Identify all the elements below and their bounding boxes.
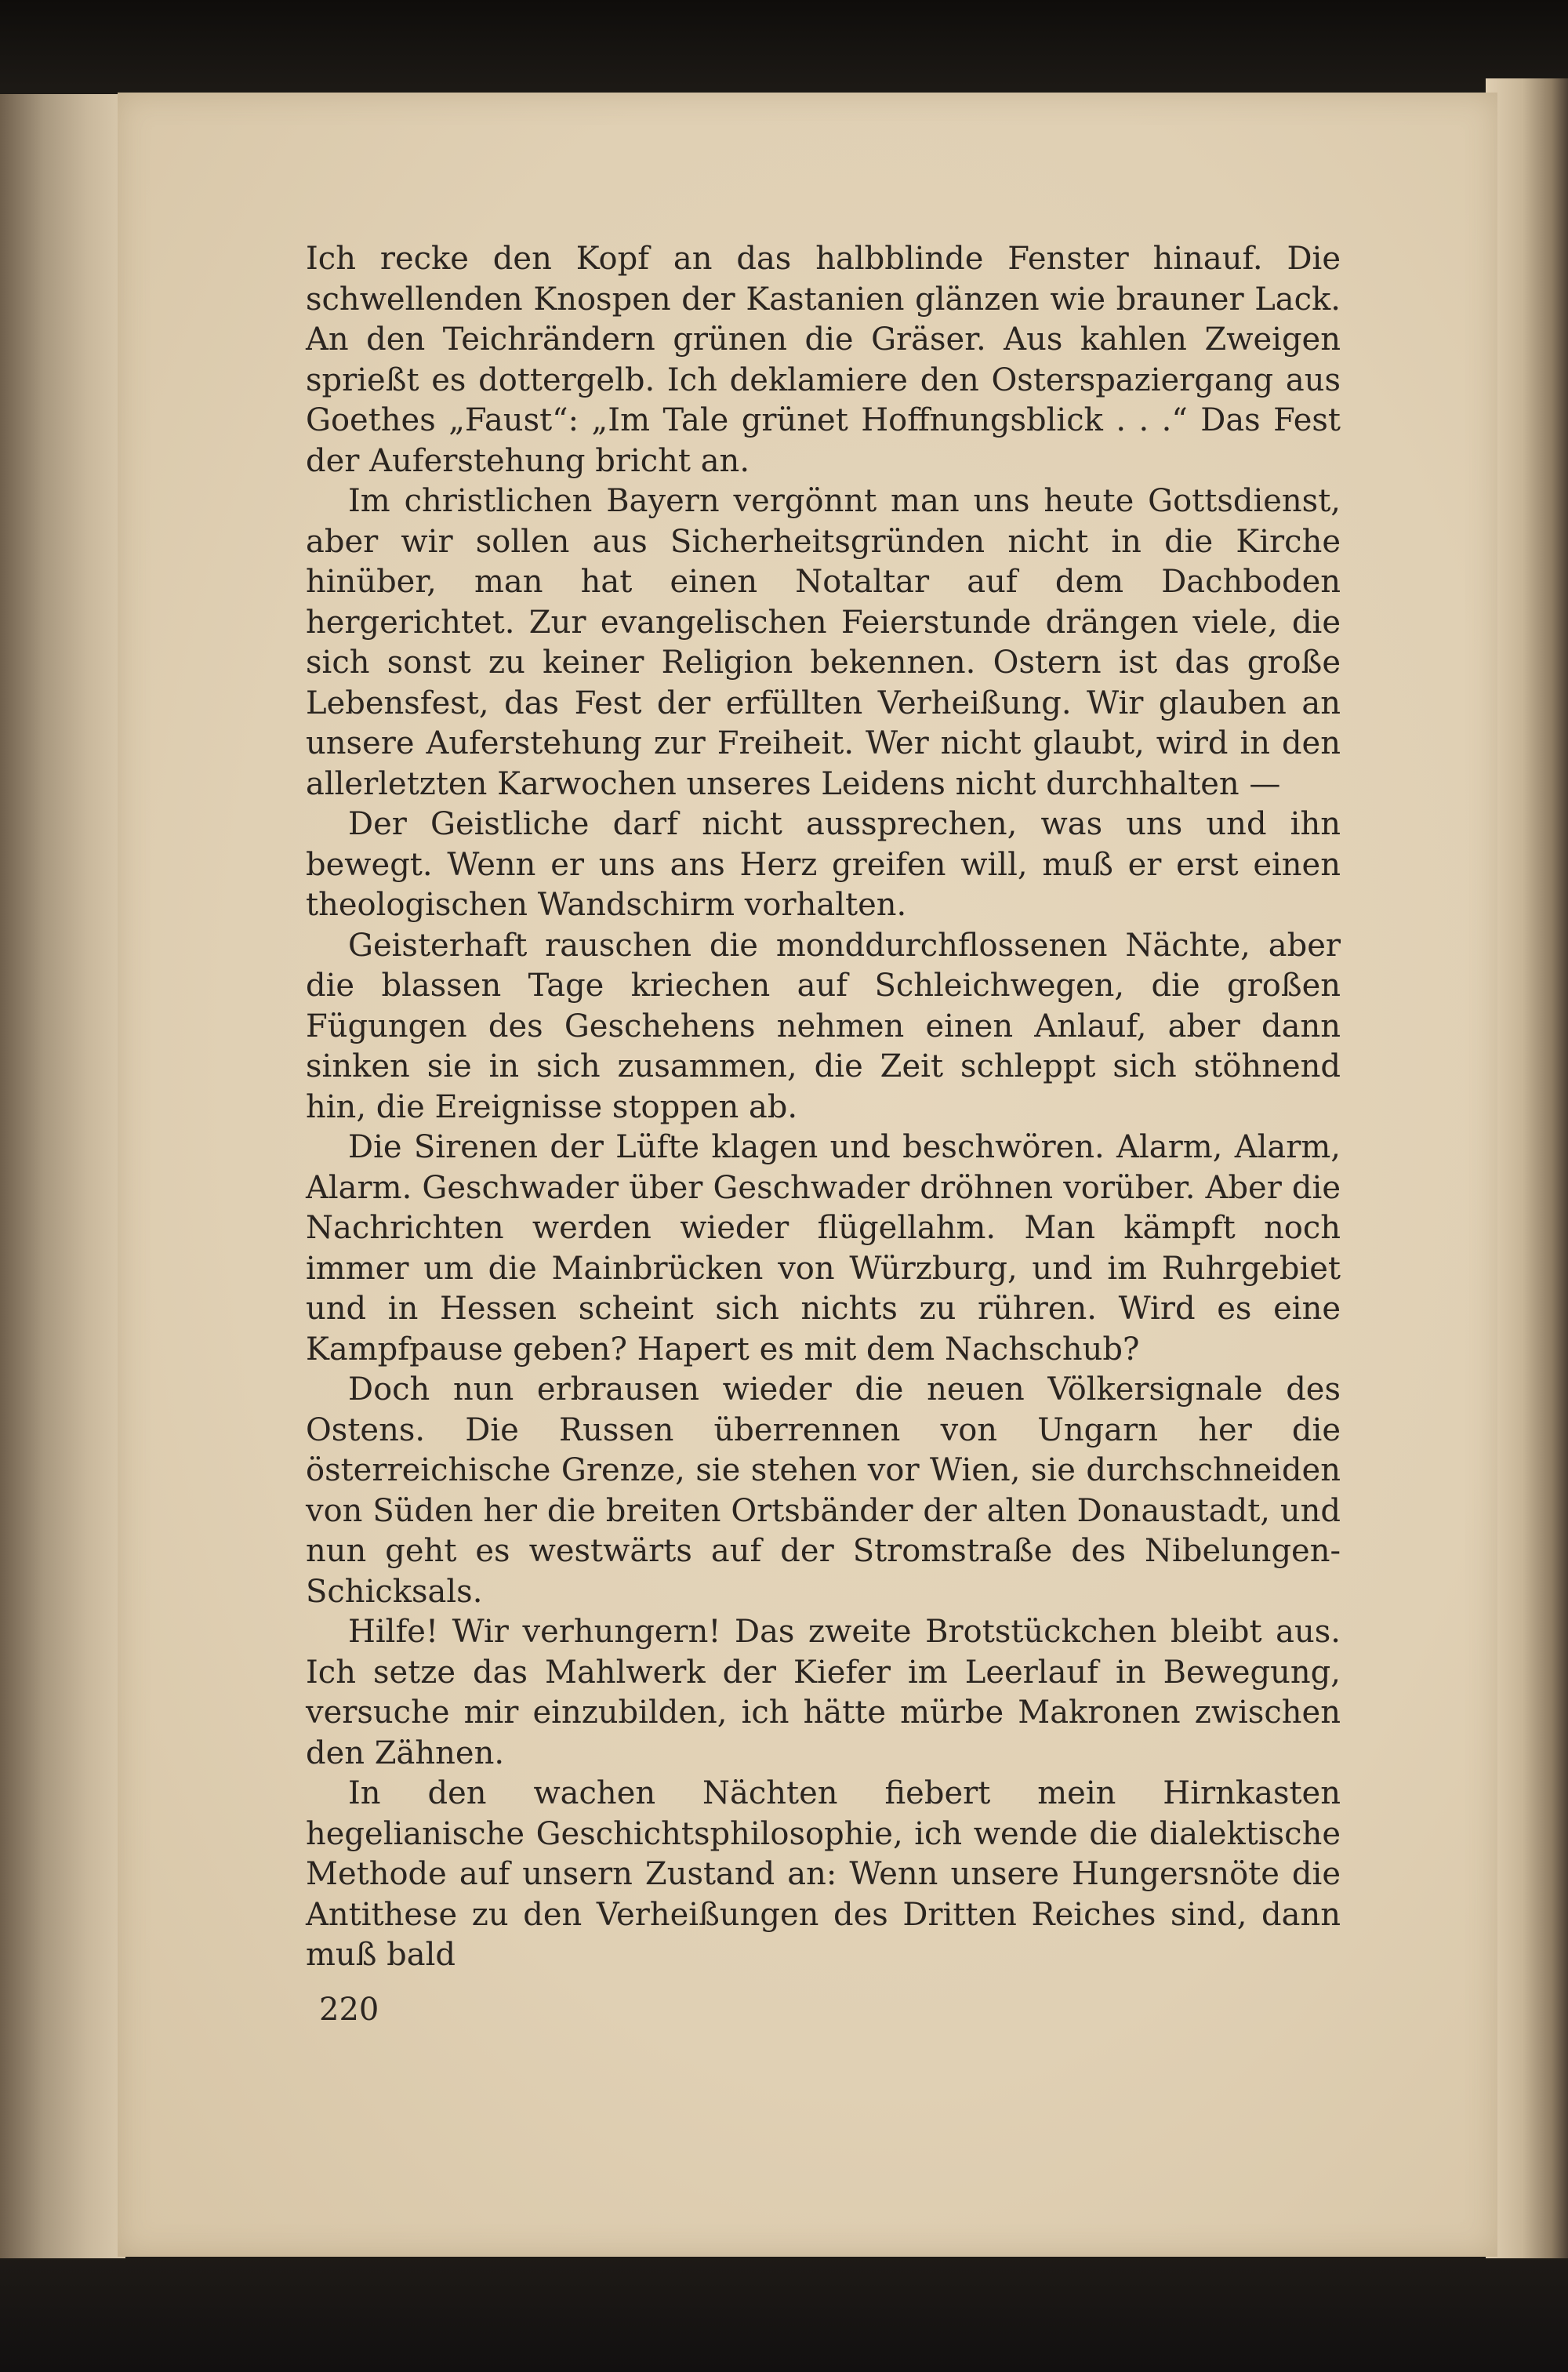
paragraph: Der Geistliche darf nicht aussprechen, was uns und ihn bewegt. Wenn er uns ans Herz greifen will, muß er erst einen theologischen Wandschirm vorhalten.	[306, 806, 1341, 923]
left-page-edges	[0, 94, 125, 2258]
paragraph: Ich recke den Kopf an das halbblinde Fenster hinauf. Die schwellenden Knospen der Kastanien glänzen wie brauner Lack. An den Teichrändern grünen die Gräser. Aus kahlen Zweigen sprießt es dottergelb. Ich deklamiere den Osterspaziergang aus Goethes „Faust“: „Im Tale grünet Hoffnungsblick . . .“ Das Fest der Auferstehung bricht an.	[306, 241, 1341, 479]
page-number: 220	[319, 1992, 379, 2028]
paragraph: In den wachen Nächten fiebert mein Hirnkasten hegelianische Geschichtsphilosophie, ich wende die dialektische Methode auf unsern Zustand an: Wenn unsere Hungersnöte die Antithese zu den Verheißungen des Dritten Reiches sind, dann muß bald	[306, 1775, 1341, 1973]
paragraph: Doch nun erbrausen wieder die neuen Völkersignale des Ostens. Die Russen überrennen von Ungarn her die österreichische Grenze, sie stehen vor Wien, sie durchschneiden von Süden her die breiten Ortsbänder der alten Donaustadt, und nun geht es westwärts auf der Stromstraße des Nibelungen-Schicksals.	[306, 1371, 1341, 1610]
paragraph: Hilfe! Wir verhungern! Das zweite Brotstückchen bleibt aus. Ich setze das Mahlwerk der Kiefer im Leerlauf in Bewegung, versuche mir einzubilden, ich hätte mürbe Makronen zwischen den Zähnen.	[306, 1614, 1341, 1771]
paragraph: Geisterhaft rauschen die monddurchflossenen Nächte, aber die blassen Tage kriechen auf Schleichwegen, die großen Fügungen des Geschehens nehmen einen Anlauf, aber dann sinken sie in sich zusammen, die Zeit schleppt sich stöhnend hin, die Ereignisse stoppen ab.	[306, 927, 1341, 1125]
right-page-edges	[1486, 78, 1568, 2258]
page-body-text	[306, 239, 1341, 1976]
paragraph: Die Sirenen der Lüfte klagen und beschwören. Alarm, Alarm, Alarm. Geschwader über Geschwader dröhnen vorüber. Aber die Nachrichten werden wieder flügellahm. Man kämpft noch immer um die Mainbrücken von Würzburg, und im Ruhrgebiet und in Hessen scheint sich nichts zu rühren. Wird es eine Kampfpause geben? Hapert es mit dem Nachschub?	[306, 1129, 1341, 1368]
paragraph: Im christlichen Bayern vergönnt man uns heute Gottsdienst, aber wir sollen aus Sicherheitsgründen nicht in die Kirche hinüber, man hat einen Notaltar auf dem Dachboden hergerichtet. Zur evangelischen Feierstunde drängen viele, die sich sonst zu keiner Religion bekennen. Ostern ist das große Lebensfest, das Fest der erfüllten Verheißung. Wir glauben an unsere Auferstehung zur Freiheit. Wer nicht glaubt, wird in den allerletzten Karwochen unseres Leidens nicht durchhalten —	[306, 483, 1341, 802]
